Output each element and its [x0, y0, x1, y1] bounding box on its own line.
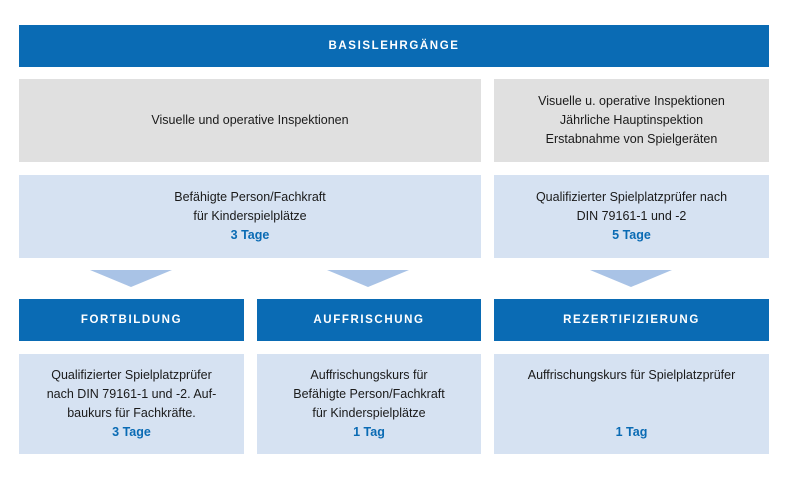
- gray-box-right-line-3: Erstabnahme von Spielgeräten: [545, 132, 718, 146]
- fortbildung-line-1: Qualifizierter Spielplatzprüfer: [51, 368, 212, 382]
- basis-course-pruefer-duration: 5 Tage: [612, 228, 651, 242]
- rezertifizierung-box: [494, 354, 769, 454]
- auffrischung-duration: 1 Tag: [353, 425, 385, 439]
- rezertifizierung-duration: 1 Tag: [615, 425, 648, 439]
- arrow-down-icon: [327, 270, 409, 287]
- gray-box-right-line-1: Visuelle u. operative Inspektionen: [538, 94, 725, 108]
- rezertifizierung-header-label: REZERTIFIZIERUNG: [563, 314, 700, 326]
- basislehrgaenge-header-label: BASISLEHRGÄNGE: [328, 40, 460, 52]
- fortbildung-box: [19, 354, 244, 454]
- fortbildung-header-label: FORTBILDUNG: [80, 314, 183, 326]
- fortbildung-duration: 3 Tage: [112, 425, 151, 439]
- auffrischung-line-1: Auffrischungskurs für: [310, 368, 428, 382]
- fortbildung-header: [19, 299, 244, 341]
- arrow-down-icon: [590, 270, 672, 287]
- auffrischung-header: [257, 299, 481, 341]
- basis-course-pruefer-line-2: DIN 79161-1 und -2: [576, 209, 687, 223]
- fortbildung-line-3: baukurs für Fachkräfte.: [67, 406, 196, 420]
- auffrischung-box: [257, 354, 481, 454]
- gray-box-right: [494, 79, 769, 162]
- rezertifizierung-line-1: Auffrischungskurs für Spielplatzprüfer: [527, 368, 736, 382]
- basis-course-fachkraft-duration: 3 Tage: [230, 228, 270, 242]
- basislehrgaenge-header: [19, 25, 769, 67]
- fortbildung-line-2: nach DIN 79161-1 und -2. Auf-: [46, 387, 217, 401]
- auffrischung-line-3: für Kinderspielplätze: [312, 406, 426, 420]
- basis-course-pruefer: [494, 175, 769, 258]
- rezertifizierung-header: [494, 299, 769, 341]
- basis-course-fachkraft: [19, 175, 481, 258]
- auffrischung-header-label: AUFFRISCHUNG: [313, 314, 425, 326]
- arrow-down-icon: [90, 270, 172, 287]
- gray-box-right-line-2: Jährliche Hauptinspektion: [559, 113, 704, 127]
- basis-course-fachkraft-line-1: Befähigte Person/Fachkraft: [174, 190, 326, 204]
- gray-box-left: [19, 79, 481, 162]
- gray-box-left-text: Visuelle und operative Inspektionen: [151, 113, 349, 127]
- basis-course-fachkraft-line-2: für Kinderspielplätze: [193, 209, 307, 223]
- basis-course-pruefer-line-1: Qualifizierter Spielplatzprüfer nach: [535, 190, 728, 204]
- auffrischung-line-2: Befähigte Person/Fachkraft: [293, 387, 445, 401]
